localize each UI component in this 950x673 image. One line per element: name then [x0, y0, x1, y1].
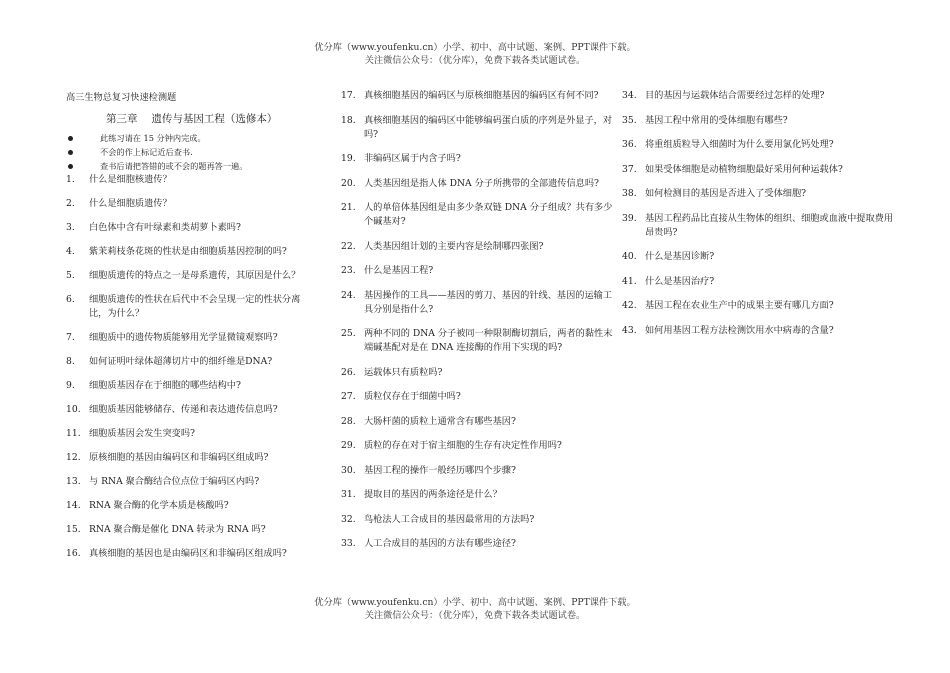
question-item — [341, 537, 613, 551]
question-item — [622, 275, 894, 289]
question-text: 如何用基因工程方法检测饮用水中病毒的含量? — [645, 324, 834, 336]
question-text: 人类基因组计划的主要内容是绘制哪四张图? — [364, 240, 544, 252]
question-number: 22. — [341, 240, 356, 252]
question-number: 1. — [66, 174, 75, 185]
question-number: 26. — [341, 366, 356, 378]
question-item — [622, 114, 894, 128]
question-text: 鸟枪法人工合成目的基因最常用的方法吗? — [364, 513, 535, 525]
question-number: 16. — [66, 548, 81, 559]
question-number: 2. — [66, 198, 75, 209]
instruction-item: 此练习请在 15 分钟内完成。 — [66, 131, 318, 145]
question-number: 8. — [66, 356, 75, 367]
question-number: 6. — [66, 294, 75, 305]
question-item — [66, 173, 318, 187]
question-number: 7. — [66, 332, 75, 343]
question-number: 4. — [66, 246, 75, 257]
question-number: 29. — [341, 440, 356, 451]
question-item — [66, 475, 318, 489]
question-item — [622, 187, 894, 201]
question-number: 14. — [66, 500, 81, 511]
question-item — [341, 89, 613, 103]
question-list-1 — [66, 173, 318, 561]
question-item — [66, 403, 318, 417]
question-list-3 — [622, 89, 894, 338]
question-item — [341, 390, 613, 404]
question-text: 白色体中含有叶绿素和类胡萝卜素吗? — [89, 222, 241, 233]
question-text: 细胞质基因能够储存、传递和表达遗传信息吗? — [89, 404, 278, 415]
question-text: 基因工程药品比直接从生物体的组织、细胞或血液中提取费用昂贵吗? — [645, 212, 894, 238]
column-3 — [622, 89, 894, 348]
question-text: 基因工程的操作一般经历哪四个步骤? — [364, 464, 516, 476]
question-number: 5. — [66, 270, 75, 281]
footer-line-2: 关注微信公众号：（优分库），免费下载各类试题试卷。 — [364, 609, 586, 621]
question-text: 真核细胞基因的编码区中能够编码蛋白质的序列是外显子，对吗? — [364, 114, 613, 140]
question-item — [341, 289, 613, 317]
question-item — [341, 439, 613, 453]
question-item — [341, 513, 613, 527]
question-number: 12. — [66, 452, 81, 463]
question-item — [341, 264, 613, 278]
question-text: 如何检测目的基因是否进入了受体细胞? — [645, 188, 807, 199]
question-number: 31. — [341, 489, 356, 500]
question-text: 人工合成目的基因的方法有哪些途径? — [364, 538, 516, 549]
page-header — [0, 42, 950, 67]
question-item — [66, 293, 318, 321]
question-number: 36. — [622, 139, 637, 150]
question-text: 运载体只有质粒吗? — [364, 366, 443, 378]
question-text: 什么是基因工程? — [364, 265, 434, 276]
question-item — [341, 152, 613, 166]
question-number: 33. — [341, 538, 356, 549]
question-text: 细胞质遗传的特点之一是母系遗传，其原因是什么？ — [89, 270, 301, 281]
question-number: 28. — [341, 415, 356, 427]
chapter-title: 第三章 遗传与基因工程（选修本） — [106, 113, 278, 125]
question-number: 25. — [341, 328, 356, 339]
question-text: 与 RNA 聚合酶结合位点位于编码区内吗? — [89, 476, 260, 487]
question-item — [341, 464, 613, 478]
question-list-2 — [341, 89, 613, 551]
question-item — [341, 201, 613, 229]
question-item — [622, 138, 894, 152]
question-text: 质粒仅存在于细菌中吗? — [364, 391, 461, 402]
question-text: 什么是基因治疗? — [645, 275, 715, 287]
question-item — [341, 114, 613, 142]
question-number: 35. — [622, 114, 637, 126]
instruction-item: 查书后请把答错的或不会的题再答一遍。 — [66, 159, 318, 173]
question-item — [341, 327, 613, 355]
question-number: 38. — [622, 188, 637, 199]
question-number: 42. — [622, 300, 637, 311]
question-number: 39. — [622, 212, 637, 224]
question-number: 41. — [622, 275, 637, 287]
question-text: 细胞质基因会发生突变吗? — [89, 428, 195, 439]
question-number: 11. — [66, 428, 81, 439]
question-text: 真核细胞的基因也是由编码区和非编码区组成吗? — [89, 548, 287, 559]
question-item — [622, 250, 894, 264]
question-text: 什么是细胞核遗传？ — [89, 174, 172, 185]
question-text: 基因操作的工具——基因的剪刀、基因的针线、基因的运输工具分别是指什么? — [364, 289, 613, 315]
question-text: 基因工程在农业生产中的成果主要有哪几方面? — [645, 300, 834, 311]
question-number: 19. — [341, 153, 356, 164]
question-number: 3. — [66, 222, 75, 233]
question-text: 细胞质基因存在于细胞的哪些结构中? — [89, 380, 241, 391]
question-number: 23. — [341, 265, 356, 276]
question-number: 27. — [341, 391, 356, 402]
question-item — [622, 212, 894, 240]
question-text: 将重组质粒导入细菌时为什么要用氯化钙处理? — [645, 139, 834, 150]
question-item — [66, 547, 318, 561]
question-number: 20. — [341, 177, 356, 189]
question-text: 细胞质中的遗传物质能够用光学显微镜观察吗? — [89, 332, 278, 343]
question-item — [622, 89, 894, 103]
question-number: 13. — [66, 476, 81, 487]
question-text: 大肠杆菌的质粒上通常含有哪些基因? — [364, 415, 516, 427]
question-item — [622, 163, 894, 177]
question-number: 37. — [622, 163, 637, 175]
question-item — [341, 366, 613, 380]
question-item — [66, 355, 318, 369]
question-text: 人类基因组是指人体 DNA 分子所携带的全部遗传信息吗? — [364, 177, 599, 189]
question-number: 30. — [341, 464, 356, 476]
instruction-item: 不会的作上标记近后查书. — [66, 145, 318, 159]
question-item — [66, 427, 318, 441]
question-text: 什么是基因诊断? — [645, 251, 715, 262]
column-2 — [341, 89, 613, 562]
header-line-2: 关注微信公众号：（优分库），免费下载各类试题试卷。 — [364, 54, 586, 66]
question-text: 质粒的存在对于宿主细胞的生存有决定性作用吗? — [364, 440, 562, 451]
question-item — [66, 523, 318, 537]
question-item — [341, 240, 613, 254]
question-text: 细胞质遗传的性状在后代中不会呈现一定的性状分离比，为什么？ — [89, 294, 301, 319]
question-text: 非编码区属于内含子吗? — [364, 153, 461, 164]
question-number: 32. — [341, 513, 356, 525]
question-item — [66, 221, 318, 235]
question-item — [341, 415, 613, 429]
question-item — [66, 451, 318, 465]
document-title: 高三生物总复习快速检测题 — [66, 92, 177, 103]
question-text: RNA 聚合酶是催化 DNA 转录为 RNA 吗? — [89, 524, 266, 535]
page-footer — [0, 597, 950, 622]
bullet-icon — [68, 150, 73, 155]
question-text: 什么是细胞质遗传？ — [89, 198, 172, 209]
question-item — [66, 379, 318, 393]
question-number: 24. — [341, 289, 356, 301]
question-number: 43. — [622, 324, 637, 336]
question-item — [66, 499, 318, 513]
question-item — [66, 331, 318, 345]
bullet-icon — [68, 136, 73, 141]
question-item — [341, 488, 613, 502]
question-item — [66, 269, 318, 283]
question-number: 10. — [66, 404, 81, 415]
question-item — [341, 177, 613, 191]
question-number: 9. — [66, 380, 75, 391]
question-text: 目的基因与运载体结合需要经过怎样的处理? — [645, 90, 825, 101]
column-1 — [66, 89, 318, 571]
bullet-icon — [68, 164, 73, 169]
question-text: RNA 聚合酶的化学本质是核酸吗? — [89, 500, 229, 511]
question-text: 提取目的基因的两条途径是什么？ — [364, 489, 502, 500]
question-text: 两种不同的 DNA 分子被同一种限制酶切割后，两者的黏性末端碱基配对是在 DNA 连接酶的作用下实现的吗? — [364, 328, 613, 353]
question-number: 17. — [341, 90, 356, 101]
question-number: 34. — [622, 90, 637, 101]
question-number: 21. — [341, 202, 356, 213]
question-text: 真核细胞基因的编码区与原核细胞基因的编码区有何不同? — [364, 90, 599, 101]
footer-line-1: 优分库（www.youfenku.cn）小学、初中、高中试题、案例、PPT课件下载。 — [314, 597, 636, 608]
question-item — [66, 245, 318, 259]
question-number: 18. — [341, 114, 356, 126]
question-text: 基因工程中常用的受体细胞有哪些? — [645, 114, 788, 126]
question-text: 如果受体细胞是动植物细胞最好采用何种运载体? — [645, 163, 843, 175]
question-text: 如何证明叶绿体超薄切片中的细纤维是DNA? — [89, 356, 273, 367]
question-text: 紫茉莉枝条花斑的性状是由细胞质基因控制的吗? — [89, 246, 287, 257]
question-number: 40. — [622, 251, 637, 262]
header-line-1: 优分库（www.youfenku.cn）小学、初中、高中试题、案例、PPT课件下载。 — [314, 42, 636, 53]
question-item — [66, 197, 318, 211]
question-text: 人的单倍体基因组是由多少条双链 DNA 分子组成？共有多少个碱基对? — [364, 202, 613, 227]
question-number: 15. — [66, 524, 81, 535]
question-item — [622, 324, 894, 338]
question-text: 原核细胞的基因由编码区和非编码区组成吗? — [89, 452, 269, 463]
question-item — [622, 299, 894, 313]
